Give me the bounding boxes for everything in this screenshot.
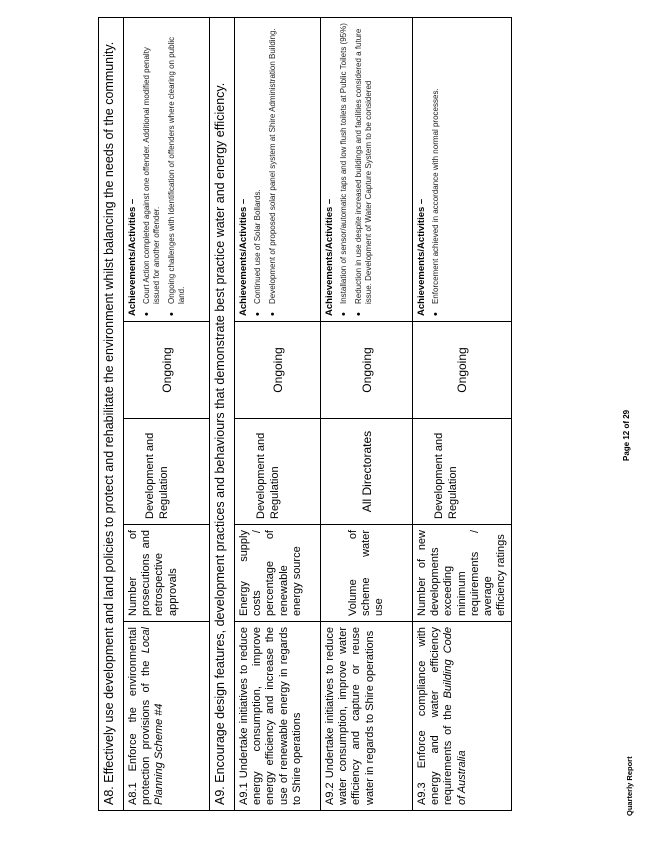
achievement-item: • Reduction in use despite increased buildings and facilities considered a future issue. Development of Water Capture System to be considered (354, 23, 374, 304)
status-cell: Ongoing (321, 322, 413, 419)
achievements-heading: Achievements/Activities – (127, 198, 138, 316)
achievements-cell (321, 17, 413, 321)
section-heading-row (210, 17, 235, 810)
section-heading-row (99, 17, 124, 810)
achievements-cell (235, 17, 321, 321)
objective-cell (413, 622, 512, 811)
objective-italic-text: Building Code of Australia (442, 627, 468, 805)
kpi-cell: Number of new developments exceeding minimum requirements / average efficiency ratings (413, 525, 512, 622)
objective-text: A8.1 Enforce the environmental protection provisions of the (127, 627, 153, 805)
achievement-item: • Installation of sensor/automatic taps and low flush toilets at Public Toilets (95%) (339, 23, 349, 304)
objective-text: A9.1 Undertake initiatives to reduce energy consumption, improve energy efficiency and increase the use of renewable energy in regards to Shire operations (238, 627, 303, 805)
table-row (235, 17, 321, 810)
report-title-footer: Quarterly Report (625, 756, 634, 816)
achievements-heading: Achievements/Activities – (238, 198, 249, 316)
section-heading: A8. Effectively use development and land policies to protect and rehabilitate the environment whilst balancing the needs of the community. (99, 17, 124, 810)
status-cell: Ongoing (124, 322, 210, 419)
achievements-cell (124, 17, 210, 321)
achievement-item: • Continued use of Solar Bollards. (253, 23, 263, 304)
kpi-cell: Number of prosecutions and retrospective approvals (124, 525, 210, 622)
objective-cell (124, 622, 210, 811)
responsible-cell: Development and Regulation (124, 419, 210, 525)
responsible-cell: Development and Regulation (235, 419, 321, 525)
objective-italic-text: Local Planning Scheme #4 (140, 627, 166, 805)
section-heading: A9. Encourage design features, development practices and behaviours that demonstrate best practice water and energy efficiency. (210, 17, 235, 810)
achievements-list (339, 23, 374, 316)
kpi-cell: Energy supply costs / percentage of renewable energy source (235, 525, 321, 622)
table-row (321, 17, 413, 810)
strategic-plan-table (98, 17, 512, 811)
achievements-list (253, 23, 278, 316)
objective-cell (235, 622, 321, 811)
objective-text: A9.3 Enforce compliance with energy and water efficiency requirements of the (416, 627, 455, 805)
achievements-cell (413, 17, 512, 321)
achievement-item: • Enforcement achieved in accordance with normal processes. (431, 23, 441, 304)
kpi-cell: Volume of scheme water use (321, 525, 413, 622)
achievement-item: • Development of proposed solar panel system at Shire Administration Building. (268, 23, 278, 304)
objective-text: A9.2 Undertake initiatives to reduce water consumption, improve water efficiency and capture or reuse water in regards to Shire operations (324, 627, 376, 805)
responsible-cell: Development and Regulation (413, 419, 512, 525)
status-cell: Ongoing (235, 322, 321, 419)
achievement-item: • Ongoing challenges with Identification of offenders where clearing on public land. (167, 23, 187, 304)
achievements-heading: Achievements/Activities – (324, 198, 335, 316)
achievements-list (431, 23, 441, 316)
achievements-heading: Achievements/Activities – (416, 198, 427, 316)
responsible-cell: All Directorates (321, 419, 413, 525)
page-number: Page 12 of 29 (622, 409, 631, 461)
table-row (413, 17, 512, 810)
table-row (124, 17, 210, 810)
achievement-item: • Court Action completed against one offender. Additional modified penalty issued for another offender. (142, 23, 162, 304)
status-cell: Ongoing (413, 322, 512, 419)
objective-cell (321, 622, 413, 811)
achievements-list (142, 23, 187, 316)
